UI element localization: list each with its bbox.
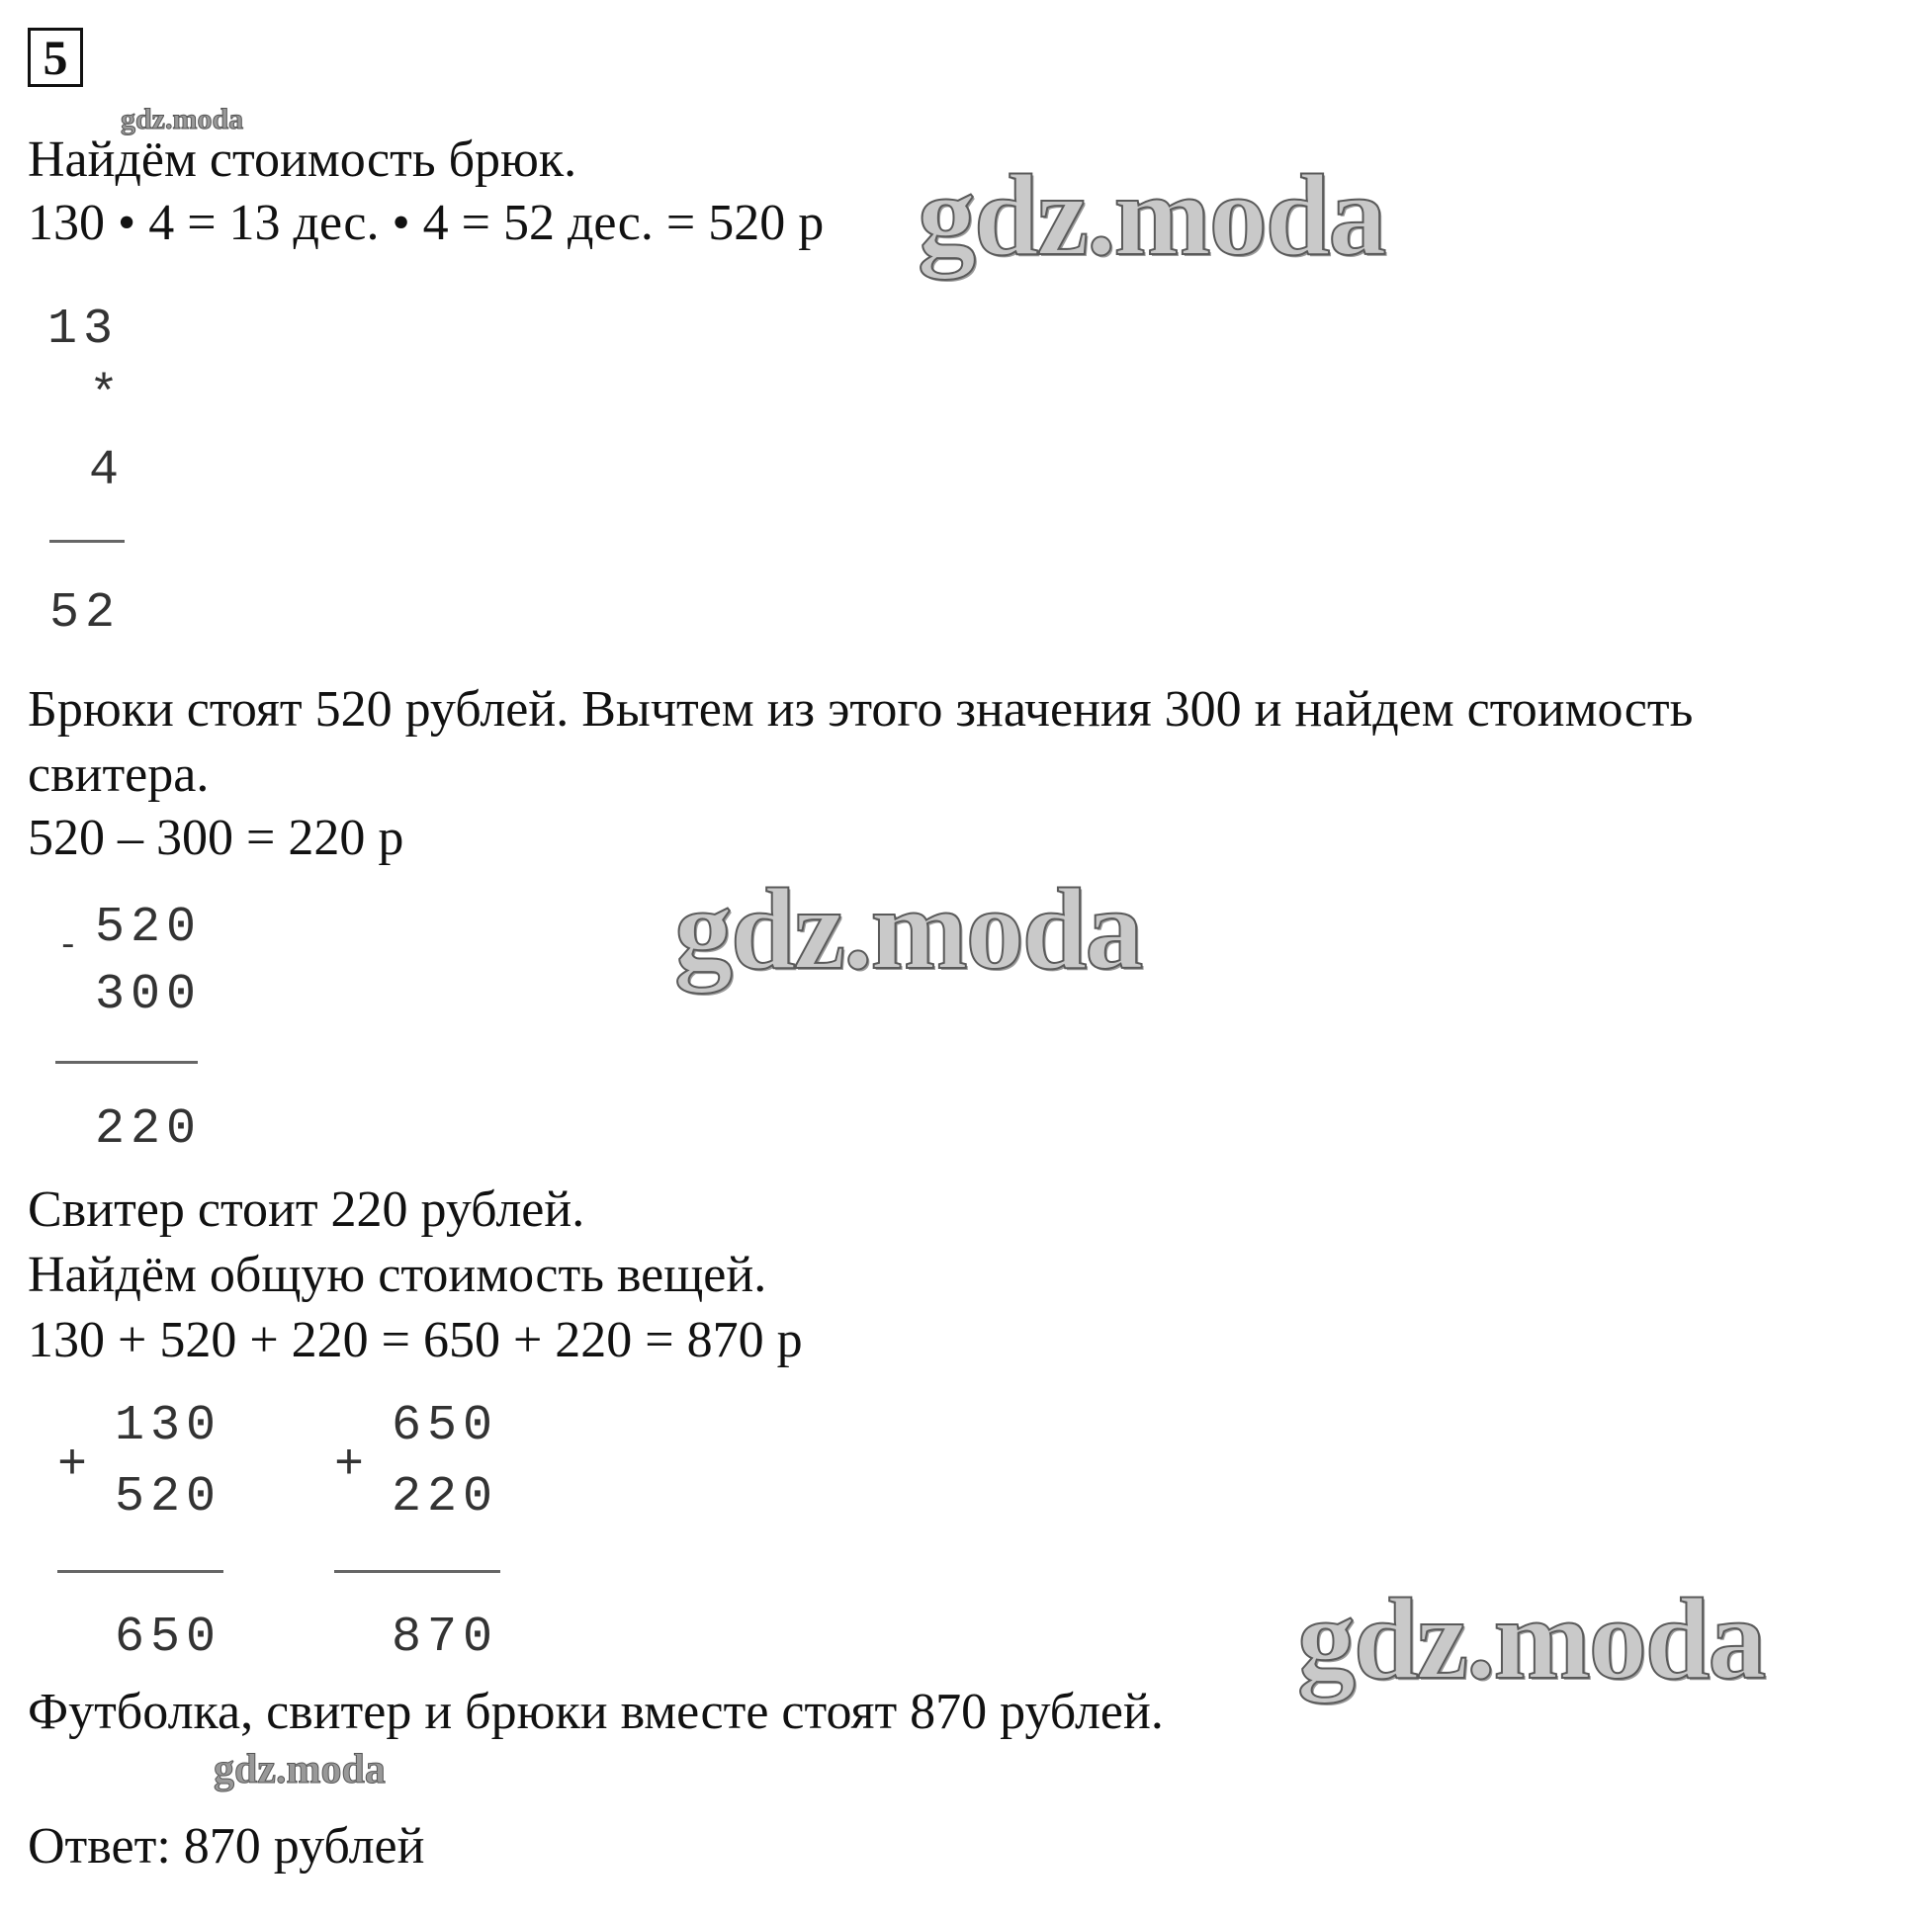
text-line: Найдём общую стоимость вещей.	[28, 1247, 767, 1303]
equation-line: 130 • 4 = 13 дес. • 4 = 52 дес. = 520 р	[28, 195, 825, 251]
column-result: 870	[392, 1610, 499, 1666]
text-line: Футболка, свитер и брюки вместе стоят 870 рублей.	[28, 1684, 1164, 1740]
watermark-logo: gdz.moda	[121, 103, 244, 135]
column-operand: 130	[115, 1398, 222, 1454]
column-operand: 220	[392, 1469, 499, 1526]
task-number-badge: 5	[28, 28, 83, 87]
column-operand: 650	[392, 1398, 499, 1454]
watermark-logo: gdz.moda	[918, 150, 1385, 280]
column-rule	[334, 1570, 500, 1573]
watermark-logo: gdz.moda	[214, 1747, 386, 1792]
text-line: Найдём стоимость брюк.	[28, 131, 577, 188]
answer-line: Ответ: 870 рублей	[28, 1818, 425, 1875]
column-result: 52	[49, 585, 122, 642]
column-rule	[55, 1061, 198, 1064]
column-operand: 13	[47, 302, 120, 358]
column-rule	[57, 1570, 223, 1573]
text-line: свитера.	[28, 746, 210, 803]
column-result: 220	[95, 1101, 203, 1158]
column-operator: *	[89, 368, 126, 424]
column-operator: +	[57, 1438, 94, 1494]
watermark-logo: gdz.moda	[674, 864, 1142, 994]
column-result: 650	[115, 1610, 222, 1666]
column-operand: 300	[95, 967, 203, 1023]
column-operator: +	[334, 1438, 371, 1494]
column-operand: 4	[89, 443, 126, 499]
text-line: Свитер стоит 220 рублей.	[28, 1181, 585, 1238]
watermark-logo: gdz.moda	[1297, 1574, 1765, 1703]
text-line: Брюки стоят 520 рублей. Вычтем из этого значения 300 и найдем стоимость	[28, 681, 1694, 738]
equation-line: 520 – 300 = 220 р	[28, 810, 404, 866]
column-operand: 520	[95, 900, 203, 956]
column-operator: -	[57, 925, 85, 966]
column-operand: 520	[115, 1469, 222, 1526]
equation-line: 130 + 520 + 220 = 650 + 220 = 870 р	[28, 1312, 803, 1368]
column-rule	[49, 540, 125, 543]
